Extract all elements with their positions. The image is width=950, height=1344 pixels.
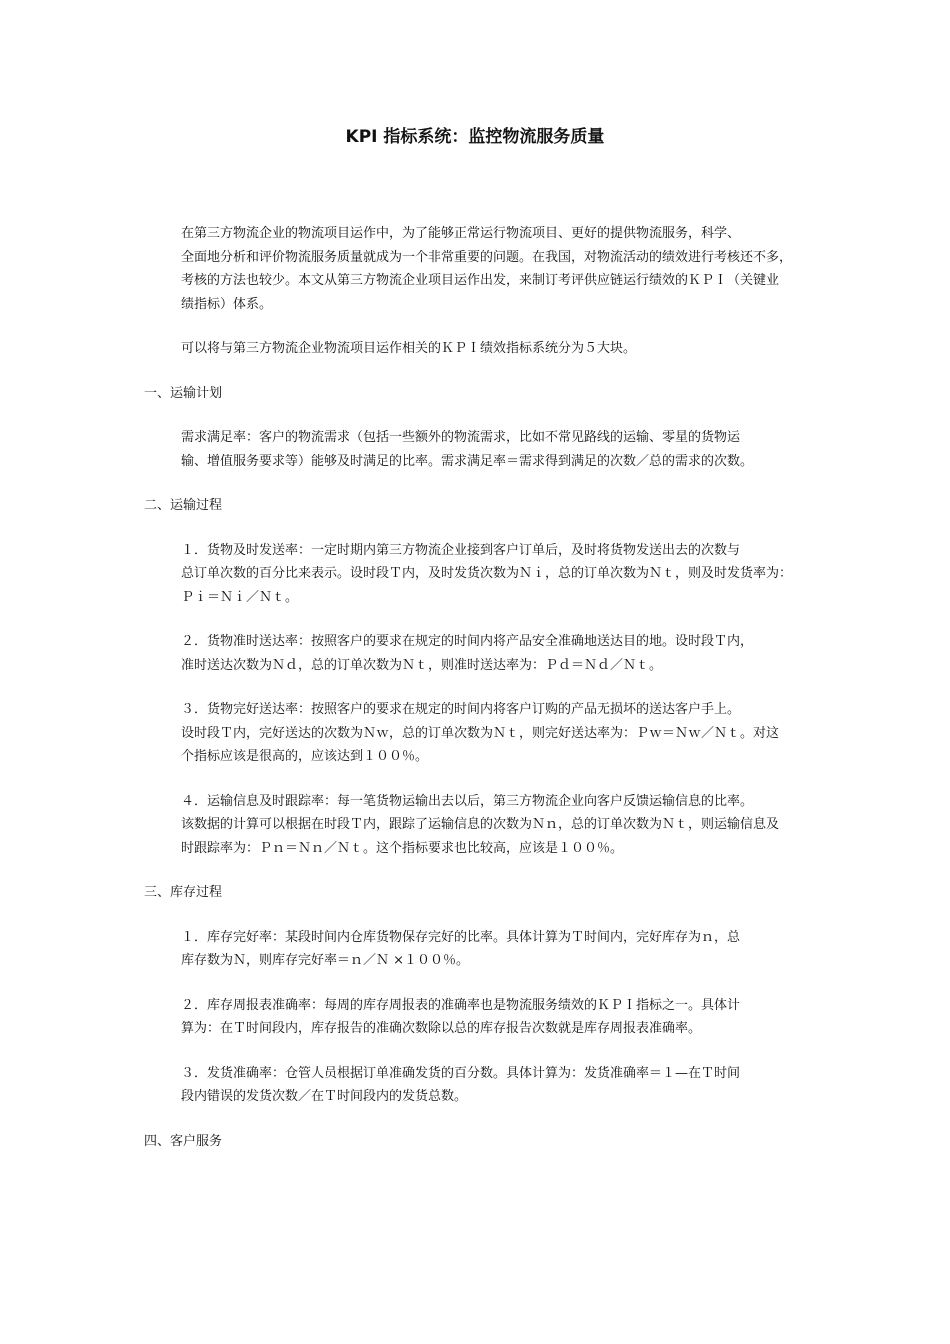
text-line: 三、库存过程 <box>144 885 223 900</box>
paragraph <box>144 222 814 316</box>
section-heading <box>144 494 814 518</box>
text-line: 可以将与第三方物流企业物流项目运作相关的ＫＰＩ绩效指标系统分为５大块。 <box>181 341 637 356</box>
text-line: １．库存完好率：某段时间内仓库货物保存完好的比率。具体计算为Ｔ时间内，完好库存为ｎ，总 <box>181 929 741 945</box>
paragraph <box>144 1062 814 1109</box>
text-line: 考核的方法也较少。本文从第三方物流企业项目运作出发，来制订考评供应链运行绩效的ＫＰＩ（关键业 <box>181 273 780 288</box>
text-line: 时跟踪率为：Ｐｎ＝Ｎｎ／Ｎｔ。这个指标要求也比较高，应该是１００％。 <box>181 840 624 856</box>
text-line: 全面地分析和评价物流服务质量就成为一个非常重要的问题。在我国，对物流活动的绩效进行考核还不多， <box>181 249 793 265</box>
text-line: 二、运输过程 <box>144 498 223 513</box>
paragraph <box>144 926 814 973</box>
text-line: 一、运输计划 <box>144 385 223 401</box>
text-line: 个指标应该是很高的，应该达到１００％。 <box>181 749 429 764</box>
text-line: 段内错误的发货次数／在Ｔ时间段内的发货总数。 <box>181 1089 468 1104</box>
text-line: 库存数为Ｎ，则库存完好率＝ｎ／Ｎ ×１００％。 <box>181 953 470 968</box>
document-body <box>144 222 814 1174</box>
text-line: 四、客户服务 <box>144 1133 223 1149</box>
paragraph <box>144 539 814 610</box>
paragraph <box>144 426 814 473</box>
text-line: 在第三方物流企业的物流项目运作中，为了能够正常运行物流项目、更好的提供物流服务，科学、 <box>181 226 741 241</box>
text-line: Ｐｉ＝Ｎｉ／Ｎｔ。 <box>181 589 299 605</box>
paragraph <box>144 790 814 861</box>
text-line: 输、增值服务要求等）能够及时满足的比率。需求满足率＝需求得到满足的次数／总的需求的次数。 <box>181 453 754 469</box>
section-heading <box>144 382 814 406</box>
text-line: 总订单次数的百分比来表示。设时段Ｔ内，及时发货次数为Ｎｉ，总的订单次数为Ｎｔ，则及时发货率为： <box>181 566 793 581</box>
text-line: ４．运输信息及时跟踪率：每一笔货物运输出去以后，第三方物流企业向客户反馈运输信息的比率。 <box>181 793 754 809</box>
text-line: １．货物及时发送率：一定时期内第三方物流企业接到客户订单后，及时将货物发送出去的次数与 <box>181 542 741 558</box>
text-line: ３．货物完好送达率：按照客户的要求在规定的时间内将客户订购的产品无损坏的送达客户手上。 <box>181 702 741 717</box>
paragraph <box>144 698 814 769</box>
text-line: 该数据的计算可以根据在时段Ｔ内，跟踪了运输信息的次数为Ｎｎ，总的订单次数为Ｎｔ，则运输信息及 <box>181 817 780 832</box>
text-line: 算为：在Ｔ时间段内，库存报告的准确次数除以总的库存报告次数就是库存周报表准确率。 <box>181 1021 702 1036</box>
text-line: ２．货物准时送达率：按照客户的要求在规定的时间内将产品安全准确地送达目的地。设时段Ｔ内， <box>181 634 754 649</box>
paragraph <box>144 994 814 1041</box>
text-line: 准时送达次数为Ｎｄ，总的订单次数为Ｎｔ，则准时送达率为：Ｐｄ＝Ｎｄ／Ｎｔ。 <box>181 657 663 673</box>
text-line: 设时段Ｔ内，完好送达的次数为Ｎｗ，总的订单次数为Ｎｔ，则完好送达率为：Ｐｗ＝Ｎｗ／Ｎｔ。对这 <box>181 725 780 741</box>
section-heading <box>144 1130 814 1154</box>
document-title: KPI 指标系统：监控物流服务质量 <box>345 127 605 147</box>
text-line: 绩指标）体系。 <box>181 296 273 312</box>
section-heading <box>144 881 814 905</box>
paragraph <box>144 337 814 361</box>
paragraph <box>144 630 814 677</box>
text-line: ３．发货准确率：仓管人员根据订单准确发货的百分数。具体计算为：发货准确率＝１—在Ｔ时间 <box>181 1065 741 1081</box>
text-line: ２．库存周报表准确率：每周的库存周报表的准确率也是物流服务绩效的ＫＰＩ指标之一。具体计 <box>181 997 741 1013</box>
text-line: 需求满足率：客户的物流需求（包括一些额外的物流需求，比如不常见路线的运输、零星的货物运 <box>181 430 741 445</box>
